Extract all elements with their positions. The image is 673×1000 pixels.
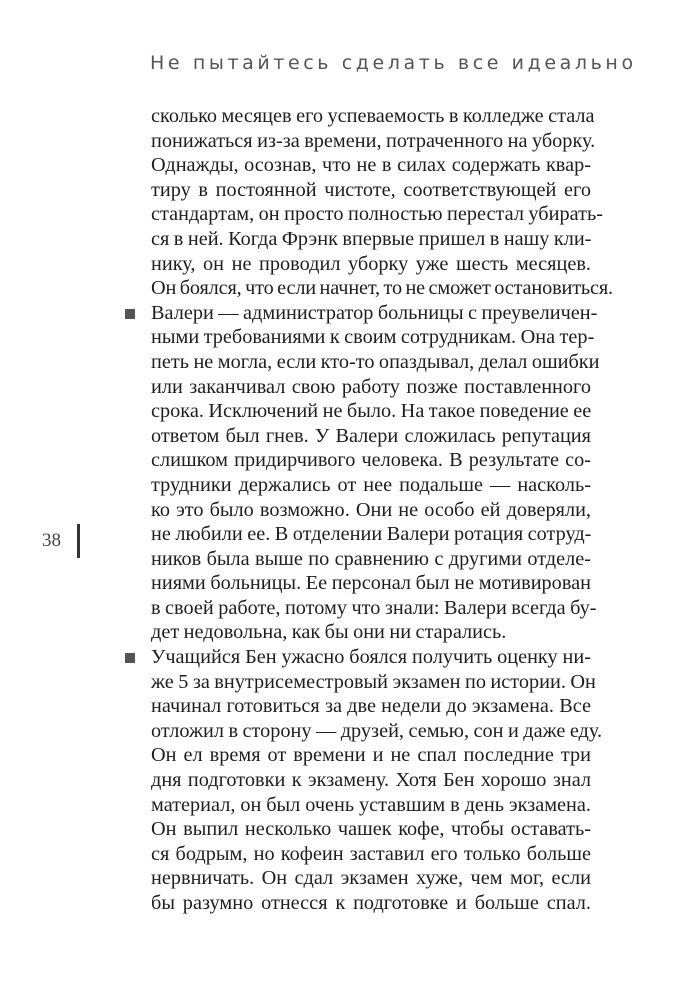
text-line: не любили ее. В отделении Валери ротация сотруд- bbox=[151, 523, 592, 546]
text-line: Он выпил несколько чашек кофе, чтобы оставать- bbox=[151, 818, 591, 841]
text-line: срока. Исключений не было. На такое поведение ее bbox=[151, 400, 592, 423]
bullet-paragraph-ben bbox=[151, 645, 603, 916]
text-line: трудники держались от нее подальше — насколь- bbox=[151, 473, 591, 496]
paragraph-continuation bbox=[151, 104, 613, 301]
text-line: слишком придирчивого человека. В результате со- bbox=[151, 449, 591, 472]
text-line: материал, он был очень уставшим в день экзамена. bbox=[151, 793, 591, 816]
text-line: ся в ней. Когда Фрэнк впервые пришел в нашу кли- bbox=[151, 227, 592, 250]
text-line: нервничать. Он сдал экзамен хуже, чем мог, если bbox=[151, 867, 591, 890]
text-line: Валери — администратор больницы с преувеличен- bbox=[151, 301, 598, 324]
text-line: дет недовольна, как бы они ни старались. bbox=[151, 621, 507, 644]
square-bullet-icon bbox=[125, 653, 135, 663]
text-line: или заканчивал свою работу позже поставленного bbox=[151, 375, 591, 398]
text-line: бы разумно отнесся к подготовке и больше спал. bbox=[151, 892, 591, 914]
running-header: Не пытайтесь сделать все идеально bbox=[150, 52, 637, 74]
bullet-paragraph-valerie bbox=[151, 301, 600, 645]
text-line: же 5 за внутрисеместровый экзамен по истории. Он bbox=[151, 670, 596, 693]
text-line: ными требованиями к своим сотрудникам. Она тер- bbox=[151, 326, 595, 349]
text-line: отложил в сторону — друзей, семью, сон и даже еду. bbox=[151, 719, 603, 742]
text-line: ниями больницы. Ее персонал был не мотивирован bbox=[151, 572, 591, 595]
text-line: сколько месяцев его успеваемость в колледже стала bbox=[151, 105, 595, 127]
text-line: в своей работе, потому что знали: Валери всегда бу- bbox=[151, 596, 597, 619]
text-line: Однажды, осознав, что не в силах содержать квар- bbox=[151, 154, 591, 177]
text-line: ников была выше по сравнению с другими отделе- bbox=[151, 547, 591, 570]
text-line: Он боялся, что если начнет, то не сможет остановиться. bbox=[151, 277, 613, 300]
text-line: Учащийся Бен ужасно боялся получить оценку ни- bbox=[151, 646, 591, 669]
text-line: ко это было возможно. Они не особо ей доверяли, bbox=[151, 498, 591, 521]
text-line: начинал готовиться за две недели до экзамена. Все bbox=[151, 695, 591, 718]
text-line: ся бодрым, но кофеин заставил его только больше bbox=[151, 842, 591, 865]
text-line: Он ел время от времени и не спал последние три bbox=[151, 744, 591, 767]
text-line: дня подготовки к экзамену. Хотя Бен хорошо знал bbox=[151, 769, 591, 792]
square-bullet-icon bbox=[125, 309, 135, 319]
text-line: ответом был гнев. У Валери сложилась репутация bbox=[151, 424, 591, 447]
text-line: тиру в постоянной чистоте, соответствующей его bbox=[151, 178, 591, 201]
text-line: петь не могла, если кто-то опаздывал, делал ошибки bbox=[151, 350, 600, 373]
body-text bbox=[151, 104, 613, 916]
page-number-rule bbox=[77, 524, 80, 558]
page-number: 38 bbox=[42, 530, 61, 551]
text-line: понижаться из-за времени, потраченного на уборку. bbox=[151, 129, 596, 152]
text-line: стандартам, он просто полностью перестал убирать- bbox=[151, 203, 603, 226]
text-line: нику, он не проводил уборку уже шесть месяцев. bbox=[151, 252, 591, 275]
